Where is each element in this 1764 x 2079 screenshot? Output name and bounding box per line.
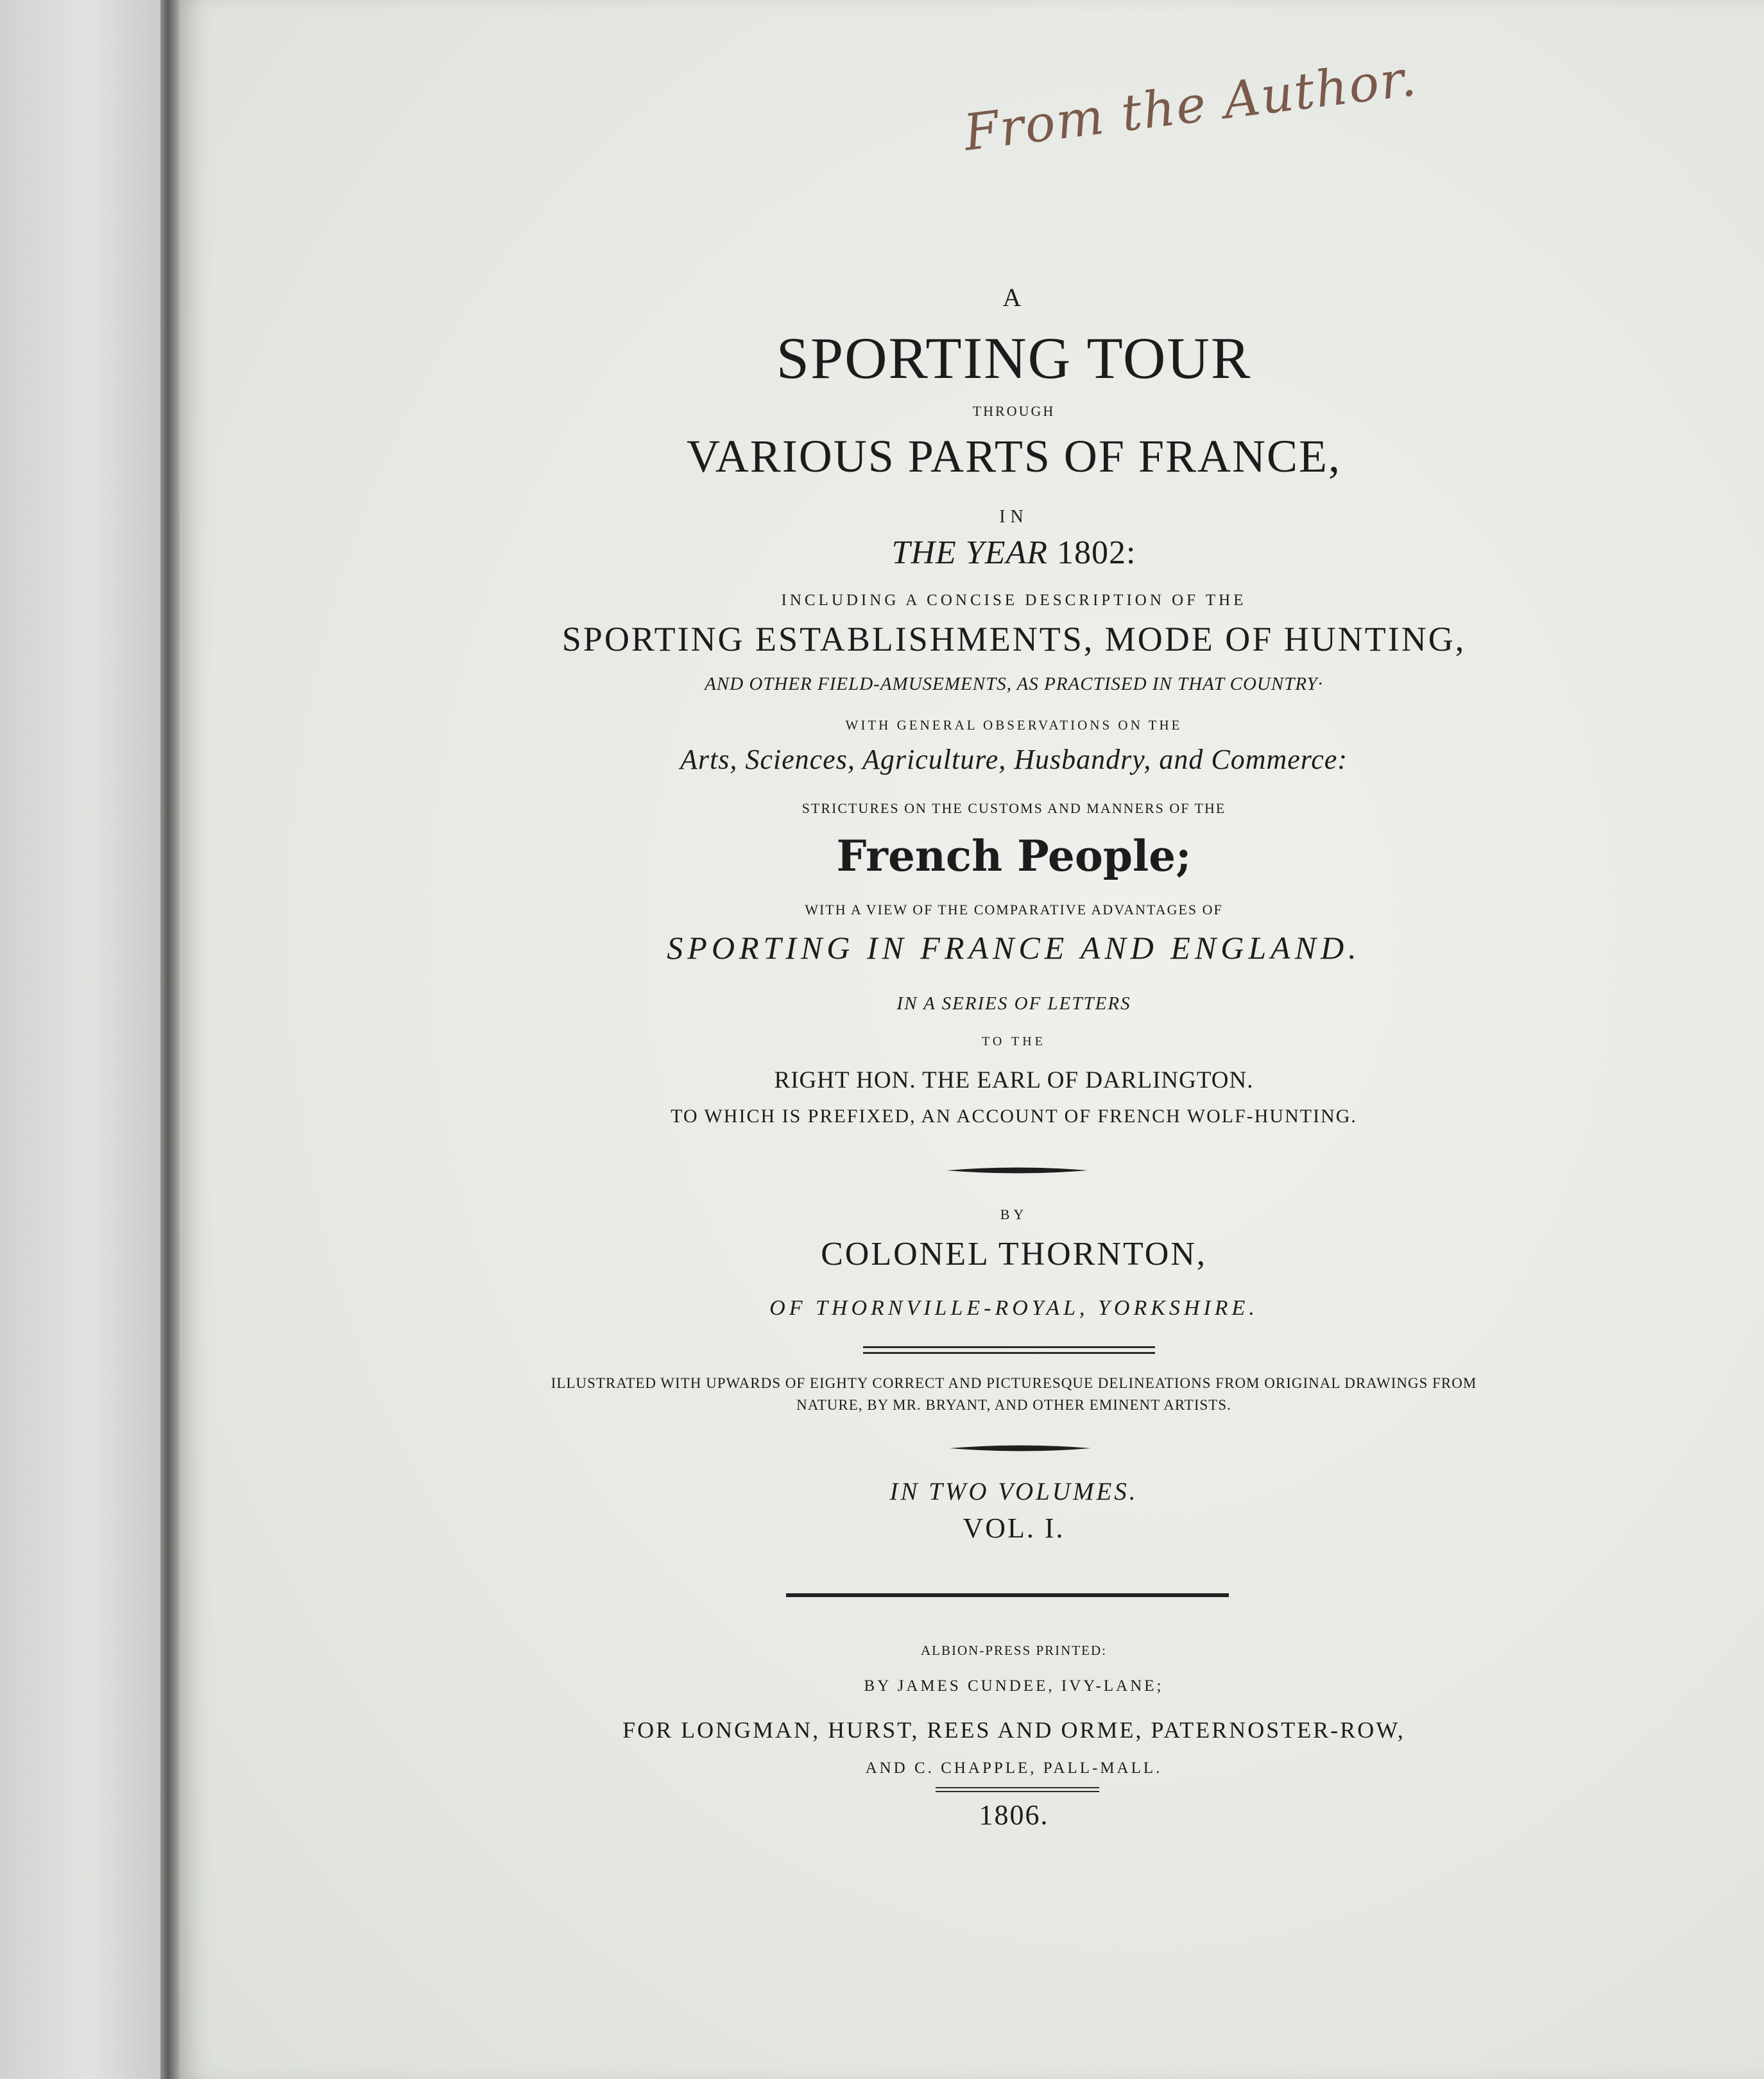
illustrated-line-2: NATURE, BY MR. BRYANT, AND OTHER EMINENT ARTISTS. xyxy=(796,1397,1231,1413)
left-page xyxy=(0,0,160,2079)
publishers-line: FOR LONGMAN, HURST, REES AND ORME, PATERNOSTER-ROW, xyxy=(622,1717,1405,1743)
author-name: COLONEL THORNTON, xyxy=(821,1236,1207,1272)
strictures-line: STRICTURES ON THE CUSTOMS AND MANNERS OF THE xyxy=(801,800,1226,816)
series-of-letters: IN A SERIES OF LETTERS xyxy=(896,993,1131,1014)
author-place: OF THORNVILLE-ROYAL, YORKSHIRE. xyxy=(769,1296,1258,1320)
including-line: INCLUDING A CONCISE DESCRIPTION OF THE xyxy=(781,592,1247,609)
establishments-line: SPORTING ESTABLISHMENTS, MODE OF HUNTING, xyxy=(561,620,1466,658)
arts-line: Arts, Sciences, Agriculture, Husbandry, and Commerce: xyxy=(680,744,1348,775)
printer-line: BY JAMES CUNDEE, IVY-LANE; xyxy=(864,1677,1164,1695)
double-rule-author xyxy=(863,1346,1155,1354)
two-volumes: IN TWO VOLUMES. xyxy=(889,1478,1138,1505)
albion-line: ALBION-PRESS PRINTED: xyxy=(921,1643,1107,1658)
title-through: THROUGH xyxy=(972,403,1056,419)
french-people-blackletter: French People; xyxy=(836,831,1192,881)
ornamental-rule-middle xyxy=(950,1444,1091,1453)
handwritten-inscription: From the Author. xyxy=(961,49,1421,162)
double-rule-date xyxy=(936,1787,1099,1792)
the-year-label: THE YEAR xyxy=(891,535,1048,571)
earl-line: RIGHT HON. THE EARL OF DARLINGTON. xyxy=(774,1067,1254,1093)
comparative-line: WITH A VIEW OF THE COMPARATIVE ADVANTAGES OF xyxy=(805,902,1223,918)
title-article: A xyxy=(1002,283,1025,312)
book-gutter xyxy=(160,0,180,2079)
illustrated-line-1: ILLUSTRATED WITH UPWARDS OF EIGHTY CORRECT AND PICTURESQUE DELINEATIONS FROM ORIGINAL DRAWINGS FROM xyxy=(551,1375,1477,1391)
publication-date: 1806. xyxy=(979,1799,1049,1831)
thick-rule xyxy=(786,1593,1229,1597)
title-main: SPORTING TOUR xyxy=(776,325,1252,391)
prefixed-line: TO WHICH IS PREFIXED, AN ACCOUNT OF FRENCH WOLF-HUNTING. xyxy=(671,1106,1357,1127)
sporting-france-england: SPORTING IN FRANCE AND ENGLAND. xyxy=(667,930,1361,966)
to-the-line: TO THE xyxy=(982,1034,1046,1048)
general-observations-line: WITH GENERAL OBSERVATIONS ON THE xyxy=(845,717,1183,733)
volume-number: VOL. I. xyxy=(963,1512,1065,1544)
year-value: 1802: xyxy=(1057,535,1136,571)
field-amusements-line: AND OTHER FIELD-AMUSEMENTS, AS PRACTISED IN THAT COUNTRY· xyxy=(705,674,1323,694)
ornamental-rule-top xyxy=(946,1166,1088,1175)
year-line xyxy=(501,534,1527,572)
title-in: IN xyxy=(999,507,1029,527)
chapple-line: AND C. CHAPPLE, PALL-MALL. xyxy=(865,1759,1163,1777)
by-line: BY xyxy=(1000,1206,1028,1222)
title-places: VARIOUS PARTS OF FRANCE, xyxy=(687,431,1341,482)
